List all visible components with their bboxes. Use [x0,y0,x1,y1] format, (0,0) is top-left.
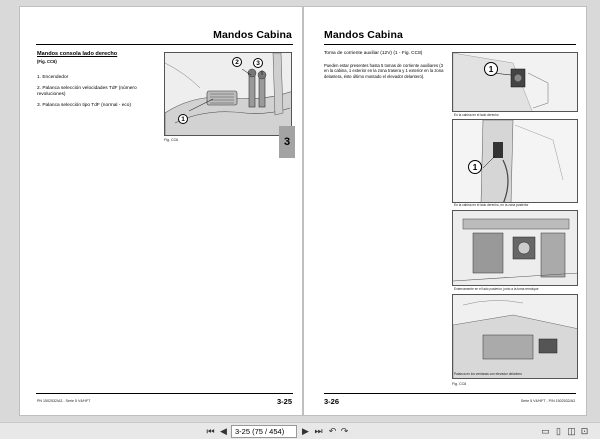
socket-illustration-4 [453,295,578,379]
photo-socket-right [452,52,578,112]
callout-socket-2: 1 [468,160,482,174]
list-item-1: 1. Encendedor [37,75,69,80]
right-page [303,6,587,416]
socket-illustration-3 [453,211,578,286]
right-header-rule [324,44,576,45]
figure-caption-cc6: Fig. CC6 [164,138,179,142]
callout-2: 2 [232,57,242,67]
left-header-title: Mandos Cabina [213,29,292,41]
actual-size-icon[interactable]: ⊡ [580,426,589,436]
prev-page-icon[interactable]: ◀ [220,426,227,436]
fit-width-icon[interactable]: ▭ [541,426,550,436]
back-icon[interactable]: ↶ [328,426,337,436]
section-tab: 3 [279,126,295,158]
first-page-icon[interactable]: ⏮ [206,426,215,436]
list-item-3: 3. Palanca selección tipo TdF (normal - eco) [37,103,132,108]
figure-caption-cc8: Fig. CC8 [452,382,467,386]
photo-caption-3: Externamente en el lado posterior, junto a la toma remolque [454,287,539,291]
left-header-rule [36,44,293,45]
list-item-2: 2. Palanca selección velocidades TdF (número revoluciones) [37,86,137,97]
photo-caption-4: Palanca en los ventanas con elevador delantero [454,372,523,376]
right-page-number: 3-26 [324,397,340,406]
left-page [19,6,303,416]
photo-caption-1: En la cabina en el lado derecho [454,113,499,117]
left-footer-code: PN 1502532/A3 - Serie 5 V4/HFT [37,399,91,403]
photo-socket-front [452,294,578,379]
next-page-icon[interactable]: ▶ [302,426,309,436]
socket-illustration-1 [453,53,578,112]
callout-1: 1 [178,114,188,124]
photo-caption-2: En la cabina en el lado derecho, en la zona posterior [454,203,529,207]
callout-3: 3 [253,58,263,68]
fit-page-icon[interactable]: ▯ [556,426,561,436]
pdf-toolbar [0,422,600,439]
right-subtitle: Toma de corriente auxiliar (12V) (1 - Fig. CC8) [324,51,423,56]
right-footer-rule [324,393,576,394]
section-fig-ref: (Fig. CC6) [37,59,57,64]
photo-socket-exterior [452,210,578,286]
last-page-icon[interactable]: ⏭ [314,426,323,436]
left-page-number: 3-25 [276,397,292,406]
two-page-icon[interactable]: ◫ [567,426,576,436]
section-title: Mandos consola lado derecho [37,51,118,57]
forward-icon[interactable]: ↷ [340,426,349,436]
right-footer-code: Serie 5 V4/HFT - P/N 1502532/A3 [520,399,575,403]
left-footer-rule [36,393,293,394]
callout-socket-1: 1 [484,62,498,76]
right-paragraph: Pueden estar presentes hasta 5 tomas de corriente auxiliares (3 en la cabina, 1 exterior en la zona trasera y 1 exterior en la zona delantera, éste último montado el elevador delantero). [324,63,444,79]
right-header-title: Mandos Cabina [324,29,403,41]
page-indicator-field[interactable]: 3-25 (75 / 454) [231,425,297,438]
